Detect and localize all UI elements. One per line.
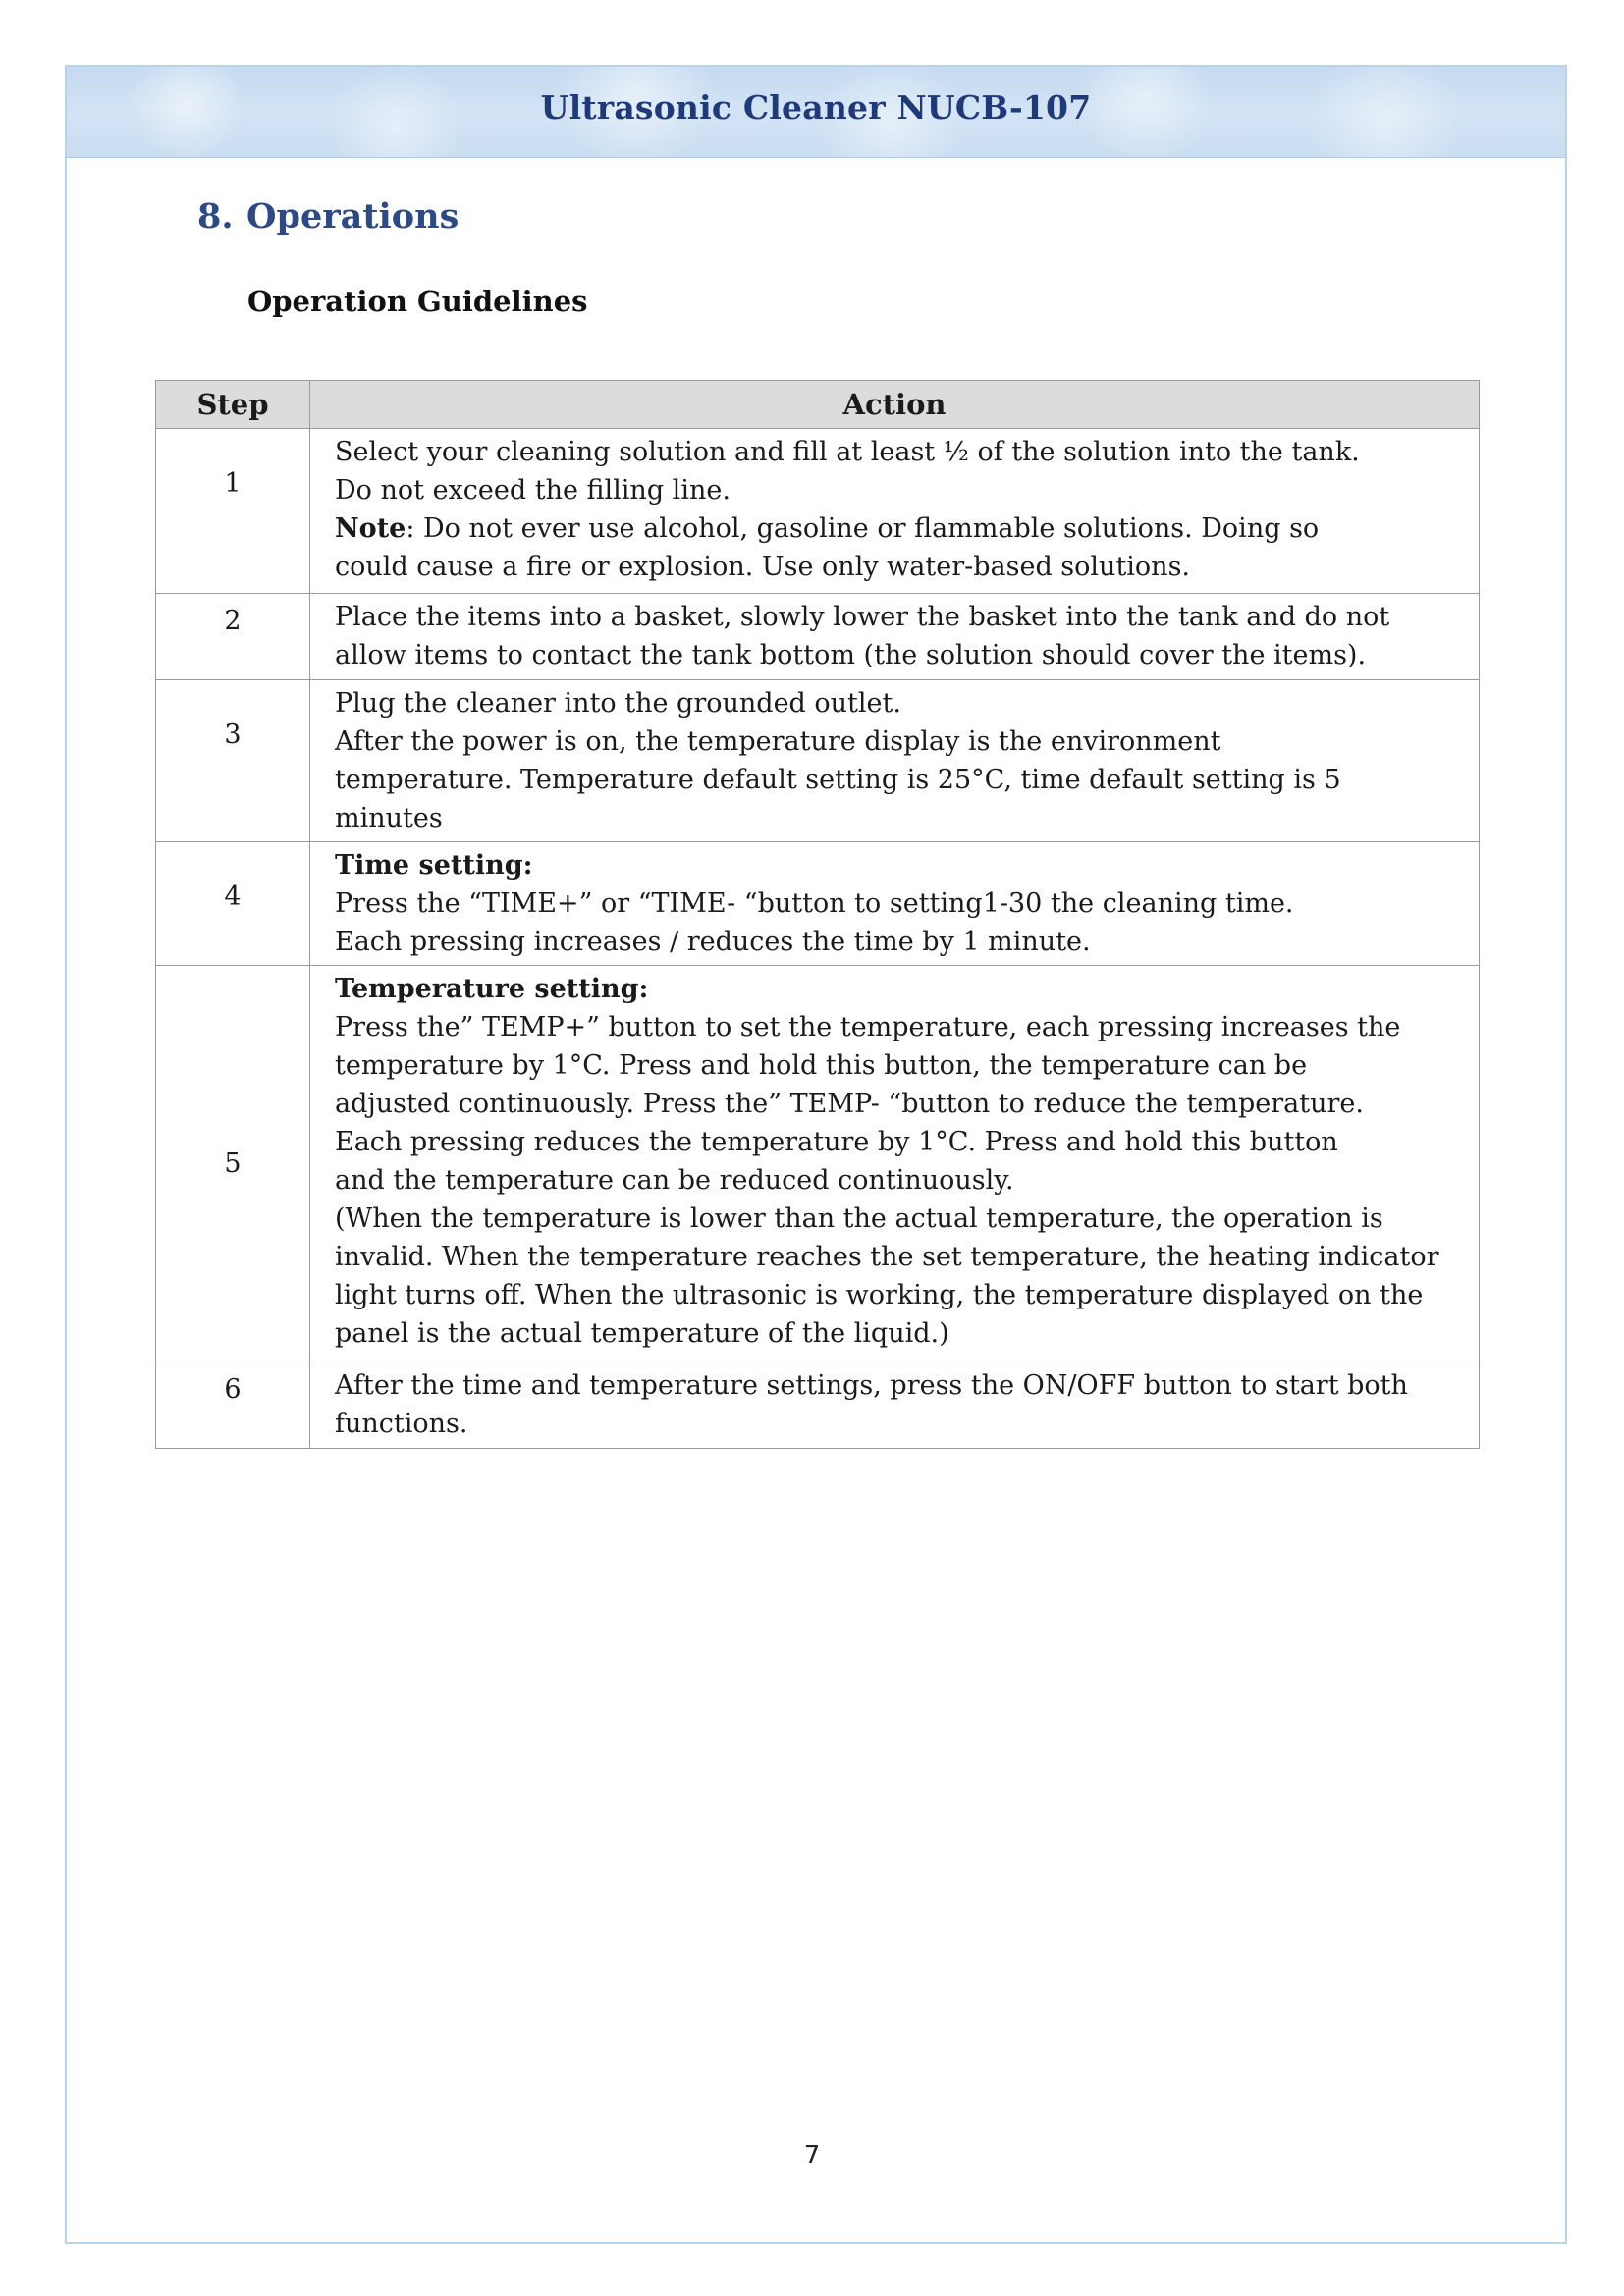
section-heading — [197, 196, 459, 237]
step-cell — [156, 1362, 310, 1449]
table-row — [156, 1362, 1480, 1449]
action-heading: Time setting: — [335, 850, 533, 881]
table-row — [156, 680, 1480, 842]
page-number: 7 — [803, 2141, 821, 2170]
action-line: light turns off. When the ultrasonic is working, the temperature displayed on the — [335, 1280, 1424, 1310]
step-number: 6 — [224, 1374, 242, 1405]
action-cell — [310, 429, 1480, 594]
column-header-action: Action — [310, 381, 1480, 429]
step-cell — [156, 842, 310, 966]
note-line — [335, 509, 1459, 548]
step-number: 2 — [224, 606, 242, 636]
table-row — [156, 966, 1480, 1362]
action-line: temperature by 1°C. Press and hold this button, the temperature can be — [335, 1050, 1308, 1081]
action-line: (When the temperature is lower than the actual temperature, the operation is — [335, 1203, 1383, 1234]
section-title: Operations — [246, 196, 460, 237]
step-number: 4 — [224, 881, 242, 912]
operation-guidelines-table — [155, 380, 1480, 1449]
action-line: After the power is on, the temperature display is the environment — [335, 726, 1221, 757]
step-cell — [156, 429, 310, 594]
action-line: Do not exceed the filling line. — [335, 475, 731, 506]
note-text: : Do not ever use alcohol, gasoline or flammable solutions. Doing so — [406, 513, 1320, 544]
action-line: adjusted continuously. Press the” TEMP- “button to reduce the temperature. — [335, 1089, 1364, 1119]
step-cell — [156, 680, 310, 842]
action-line: Select your cleaning solution and fill at least ½ of the solution into the tank. — [335, 437, 1360, 467]
action-line: Press the “TIME+” or “TIME- “button to setting1-30 the cleaning time. — [335, 888, 1294, 919]
table-row — [156, 842, 1480, 966]
action-line: Press the” TEMP+” button to set the temperature, each pressing increases the — [335, 1012, 1401, 1042]
action-cell — [310, 680, 1480, 842]
column-header-step: Step — [156, 381, 310, 429]
action-line: and the temperature can be reduced continuously. — [335, 1165, 1014, 1196]
action-line: could cause a fire or explosion. Use only water-based solutions. — [335, 552, 1191, 582]
table-row — [156, 594, 1480, 680]
step-number: 3 — [224, 720, 242, 750]
action-line: temperature. Temperature default setting is 25°C, time default setting is 5 — [335, 765, 1341, 795]
step-number: 1 — [224, 468, 242, 499]
document-title: Ultrasonic Cleaner NUCB-107 — [540, 88, 1092, 127]
action-cell — [310, 594, 1480, 680]
action-line: invalid. When the temperature reaches the set temperature, the heating indicator — [335, 1242, 1439, 1272]
step-cell — [156, 966, 310, 1362]
table-header-row — [156, 381, 1480, 429]
action-line: panel is the actual temperature of the liquid.) — [335, 1318, 949, 1349]
header-band — [67, 67, 1565, 158]
action-line: Plug the cleaner into the grounded outlet. — [335, 688, 901, 719]
action-line: allow items to contact the tank bottom (the solution should cover the items). — [335, 640, 1367, 670]
step-cell — [156, 594, 310, 680]
action-line: After the time and temperature settings, press the ON/OFF button to start both — [335, 1370, 1408, 1401]
note-label: Note — [335, 513, 406, 544]
action-cell — [310, 842, 1480, 966]
action-line: Each pressing reduces the temperature by 1°C. Press and hold this button — [335, 1127, 1338, 1157]
action-line: Each pressing increases / reduces the time by 1 minute. — [335, 927, 1091, 957]
action-cell — [310, 966, 1480, 1362]
action-line: Place the items into a basket, slowly lower the basket into the tank and do not — [335, 602, 1390, 632]
section-subtitle: Operation Guidelines — [247, 285, 588, 318]
section-number: 8. — [197, 196, 234, 237]
step-number: 5 — [224, 1148, 242, 1179]
action-heading: Temperature setting: — [335, 974, 649, 1004]
table-row — [156, 429, 1480, 594]
action-cell — [310, 1362, 1480, 1449]
action-line: functions. — [335, 1409, 468, 1439]
action-line: minutes — [335, 803, 443, 833]
